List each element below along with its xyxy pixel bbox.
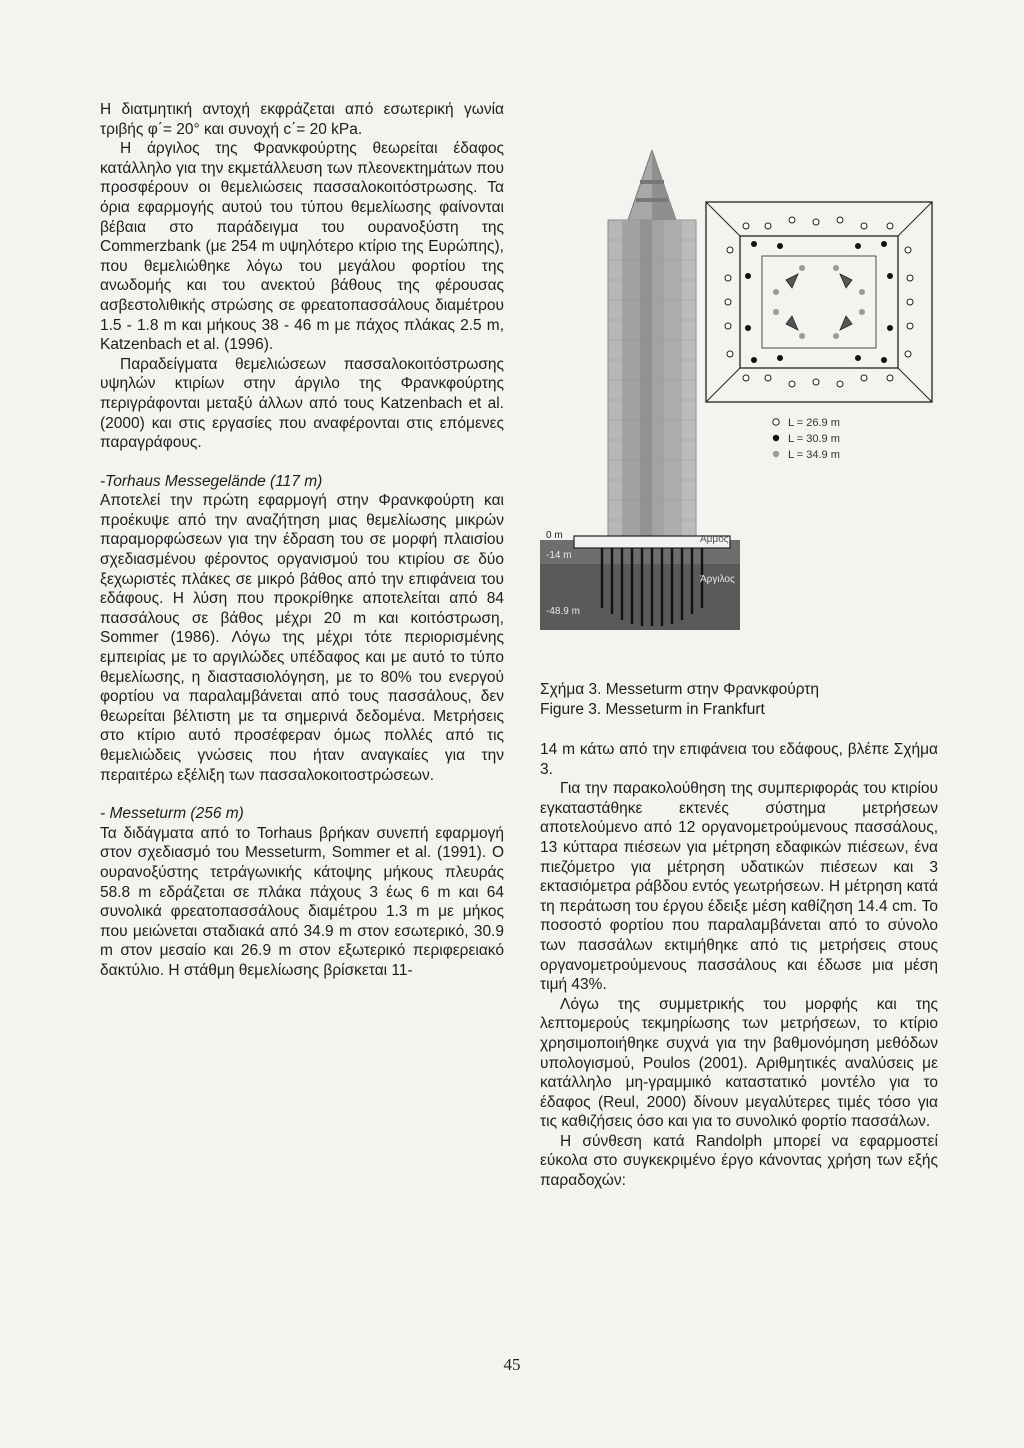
legend-label-middle: L = 30.9 m (788, 433, 840, 445)
page-number: 45 (503, 1355, 521, 1374)
figure-drawing (540, 150, 940, 630)
legend-marker-middle (773, 435, 779, 441)
legend-marker-inner (773, 451, 779, 457)
tower-elevation (540, 150, 740, 630)
heading-torhaus: -Torhaus Messegelände (117 m) (100, 472, 323, 490)
caption-english: Figure 3. Messeturm in Frankfurt (540, 700, 765, 718)
left-text-column (100, 100, 504, 981)
paragraph-messeturm: Τα διδάγματα από το Torhaus βρήκαν συνεπή εφαρμογή στον σχεδιασμό του Messeturm, Sommer et al. (1991). Ο ουρανοξύστης τετράγωνικής κάτοψης μήκους πλευράς 58.8 m εδράζεται σε πλάκα πάχους 3 έως 6 m και 64 συνολικά φρεατοπασσάλους διαμέτρου 1.3 m με μήκος που μειώνεται σταδιακά από 34.9 m στον εσωτερικό, 30.9 m στον μεσαίο και 26.9 m στον εξωτερικό περιφερειακό δακτύλιο. Η στάθμη θεμελίωσης βρίσκεται 11- (100, 824, 504, 979)
soil-label-sand: Άμμος (700, 534, 729, 545)
level-label-ground: 0 m (546, 530, 563, 541)
legend-label-outer: L = 26.9 m (788, 417, 840, 429)
pile-length-legend (773, 417, 840, 461)
legend-marker-outer (773, 419, 779, 425)
heading-messeturm: - Messeturm (256 m) (100, 805, 244, 823)
paragraph-randolph: Η σύνθεση κατά Randolph μπορεί να εφαρμοστεί εύκολα στο συγκεκριμένο έργο κάνοντας χρήση των εξής παραδοχών: (540, 1132, 938, 1190)
soil-label-clay: Άργιλος (700, 574, 735, 585)
caption-greek: Σχήμα 3. Messeturm στην Φρανκφούρτη (540, 681, 820, 698)
level-label-slab: -14 m (546, 550, 572, 561)
paragraph-examples: Παραδείγματα θεμελιώσεων πασσαλοκοιτόστρωσης υψηλών κτιρίων στην άργιλο της Φρανκφούρτης περιγράφονται μεταξύ άλλων από τους Katzenbach et al. (2000) και στις εργασίες που αναφέρονται στις επόμενες παραγράφους. (100, 355, 504, 452)
paragraph-monitoring: Για την παρακολούθηση της συμπεριφοράς του κτιρίου εγκαταστάθηκε εκτενές σύστημα μετρήσεων αποτελούμενο από 12 οργανομετρούμενους πασσάλους, 13 κύτταρα πιέσεων για μέτρηση εδαφικών πιέσεων, ένα πιεζόμετρο για μέτρηση υδατικών πιέσεων και 3 εκτασιόμετρα ράβδου εντός γεωτρήσεων. Η μέτρηση κατά τη περάτωση του έργου έδειξε μέση καθίζηση 14.4 cm. Το ποσοστό φορτίου που παραλαμβάνεται από το σύνολο των πασσάλων εκτιμήθηκε από τις μετρήσεις στους οργανομετρούμενους πασσάλους και έδωσε μια μέση τιμή 43%. (540, 780, 938, 994)
legend-label-inner: L = 34.9 m (788, 449, 840, 461)
level-label-tip: -48.9 m (546, 606, 580, 617)
right-text-column (540, 740, 938, 1191)
paragraph-frankfurt-clay: Η άργιλος της Φρανκφούρτης θεωρείται έδαφος κατάλληλο για την εκμετάλλευση των πλεονεκτημάτων που προσφέρουν οι θεμελιώσεις πασσαλοκοιτόστρωσης. Τα όρια εφαρμογής αυτού του τύπου θεμελίωσης φαίνονται βέβαια στο παράδειγμα του ουρανοξύστη της Commerzbank (με 254 m υψηλότερο κτίριο της Ευρώπης), που θεμελιώθηκε λόγω του μεγάλου φορτίου της ανωδομής και του ανεκτού βάθους της φέρουσας ασβεστολιθικής στρώσης σε φρεατοπασσάλους διαμέτρου 1.5 - 1.8 m και μήκους 38 - 46 m με πάχος πλάκας 2.5 m, Katzenbach et al. (1996). (100, 140, 504, 354)
paragraph-torhaus: Αποτελεί την πρώτη εφαρμογή στην Φρανκφούρτη και προέκυψε από την αναζήτηση μιας θεμελίωσης μικρών παραμορφώσεων για την έδραση του σε μορφή πλαισίου σχεδιασμένου φέροντος οργανισμού του κτιρίου σε δύο ξεχωριστές πλάκες σε μικρό βάθος από την επιφάνεια του εδάφους. Η λύση που προκρίθηκε αποτελείται από 84 πασσάλους σε βάθος μέχρι 20 m και κοιτόστρωση, Sommer (1986). Λόγω της μέχρι τότε περιορισμένης εμπειρίας με το αργιλώδες υπέδαφος και με αυτό το τύπο θεμελίωσης, η διαστασιολόγηση, με το 80% του ενεργού φορτίου να παραλαμβάνεται από τους πασσάλους, δεν θεωρείται βέλτιστη με τα σημερινά δεδομένα. Μετρήσεις στο κτίριο αυτό προσέφεραν όμως πολλές από τις θεμελιώδεις γνώσεις που ήταν αναγκαίες για την περαιτέρω εξέλιξη των πασσαλοκοιτοστρώσεων. (100, 492, 504, 784)
foundation-plan (706, 202, 932, 402)
figure-caption (540, 680, 938, 719)
paragraph-calibration: Λόγω της συμμετρικής του μορφής και της λεπτομερούς τεκμηρίωσης των μετρήσεων, το κτίριο χρησιμοποιήθηκε συχνά για την βαθμονόμηση μεθόδων υπολογισμού, Poulos (2001). Αριθμητικές αναλύσεις με κατάλληλο μη-γραμμικό καταστατικό μοντέλο για το έδαφος (Reul, 2000) δίνουν μεγαλύτερες τιμές τόσο για τις καθιζήσεις όσο και για το συνολικό φορτίο πασσάλων. (540, 995, 938, 1131)
figure-messeturm (540, 150, 940, 630)
paragraph-foundation-level: 14 m κάτω από την επιφάνεια του εδάφους, βλέπε Σχήμα 3. (540, 741, 938, 778)
paragraph-shear-strength: Η διατμητική αντοχή εκφράζεται από εσωτερική γωνία τριβής φ΄= 20° και συνοχή c΄= 20 kPa. (100, 101, 504, 138)
